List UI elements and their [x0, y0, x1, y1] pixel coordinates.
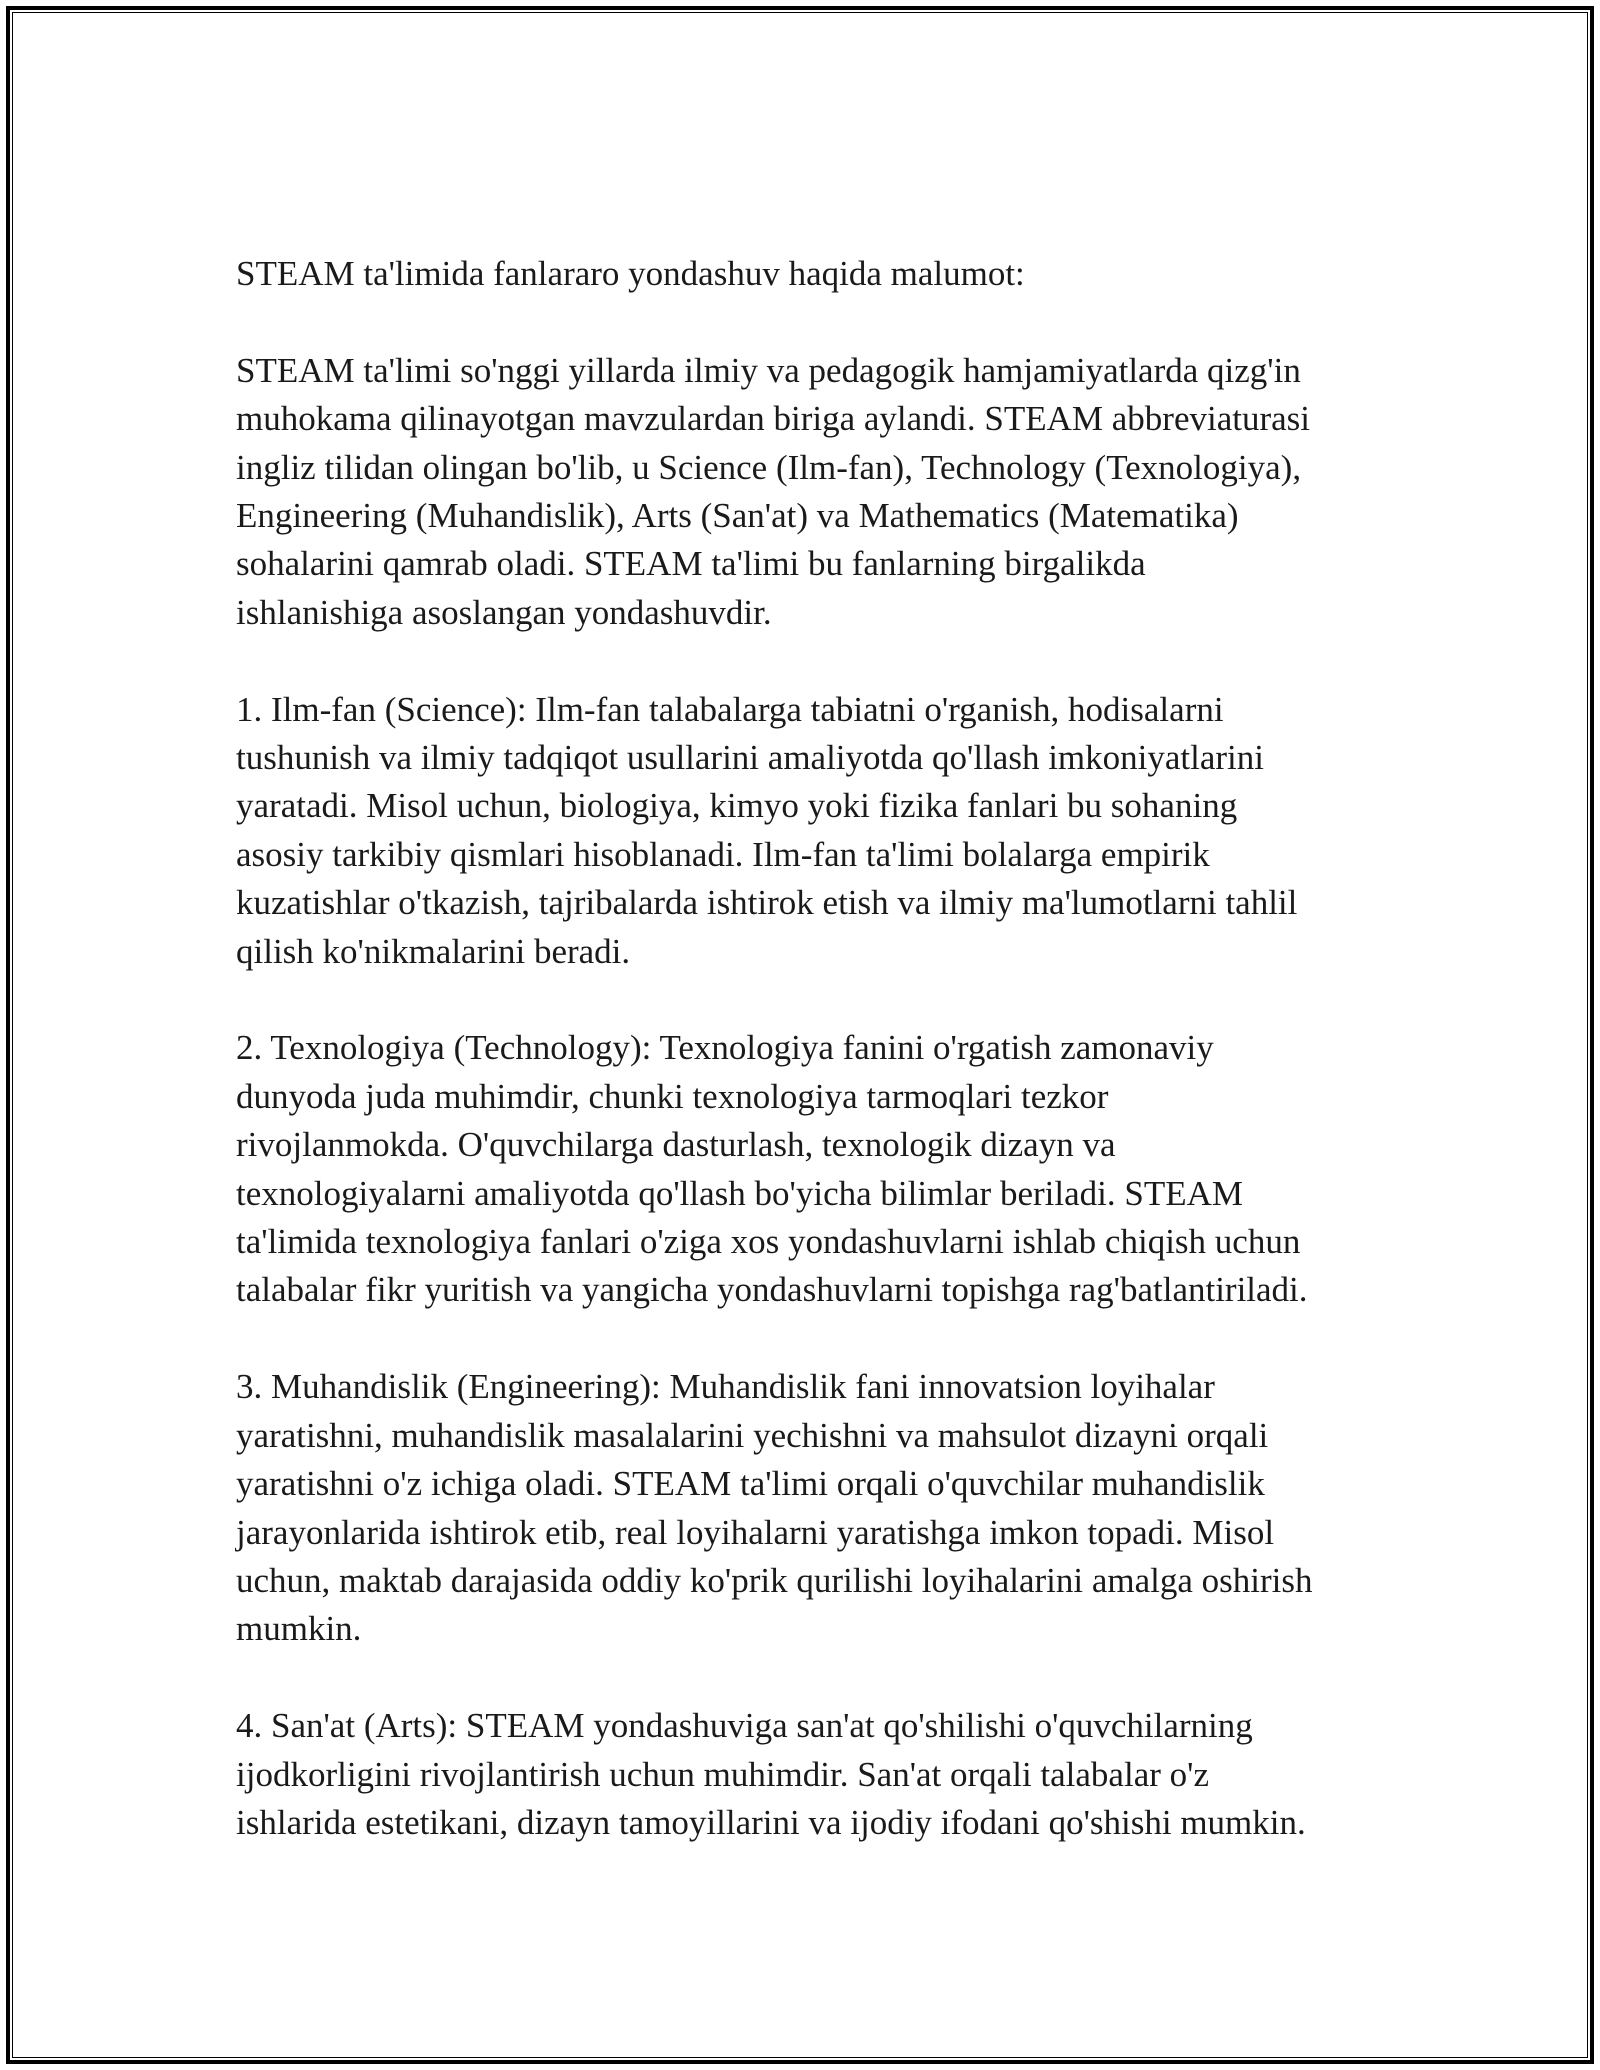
text-line: 4. San'at (Arts): STEAM yondashuviga san'at qo'shilishi o'quvchilarning	[236, 1706, 1253, 1746]
section-engineering	[236, 1363, 1376, 1653]
text-line: ishlarida estetikani, dizayn tamoyillarini va ijodiy ifodani qo'shishi mumkin.	[236, 1802, 1306, 1842]
title-line: STEAM ta'limida fanlararo yondashuv haqida malumot:	[236, 254, 1025, 293]
section-arts	[236, 1702, 1376, 1847]
text-line: Engineering (Muhandislik), Arts (San'at) va Mathematics (Matematika)	[236, 496, 1239, 536]
text-line: rivojlanmokda. O'quvchilarga dasturlash, texnologik dizayn va	[236, 1125, 1116, 1165]
document-title	[236, 250, 1376, 298]
text-line: ijodkorligini rivojlantirish uchun muhimdir. San'at orqali talabalar o'z	[236, 1754, 1209, 1794]
text-line: qilish ko'nikmalarini beradi.	[236, 931, 631, 971]
text-line: asosiy tarkibiy qismlari hisoblanadi. Ilm-fan ta'limi bolalarga empirik	[236, 834, 1210, 874]
text-line: kuzatishlar o'tkazish, tajribalarda ishtirok etish va ilmiy ma'lumotlarni tahlil	[236, 883, 1298, 923]
section-science	[236, 686, 1376, 976]
text-line: ishlanishiga asoslangan yondashuvdir.	[236, 592, 772, 632]
text-line: tushunish va ilmiy tadqiqot usullarini amaliyotda qo'llash imkoniyatlarini	[236, 738, 1264, 778]
text-line: ingliz tilidan olingan bo'lib, u Science (Ilm-fan), Technology (Texnologiya),	[236, 447, 1302, 487]
text-line: mumkin.	[236, 1609, 362, 1649]
document-body	[236, 250, 1376, 1847]
text-line: yaratadi. Misol uchun, biologiya, kimyo yoki fizika fanlari bu sohaning	[236, 786, 1238, 826]
text-line: dunyoda juda muhimdir, chunki texnologiya tarmoqlari tezkor	[236, 1076, 1109, 1116]
text-line: talabalar fikr yuritish va yangicha yondashuvlarni topishga rag'batlantiriladi.	[236, 1270, 1308, 1310]
text-line: jarayonlarida ishtirok etib, real loyihalarni yaratishga imkon topadi. Misol	[236, 1512, 1275, 1552]
text-line: muhokama qilinayotgan mavzulardan biriga aylandi. STEAM abbreviaturasi	[236, 399, 1310, 439]
text-line: ta'limida texnologiya fanlari o'ziga xos yondashuvlarni ishlab chiqish uchun	[236, 1222, 1301, 1262]
text-line: 1. Ilm-fan (Science): Ilm-fan talabalarga tabiatni o'rganish, hodisalarni	[236, 689, 1224, 729]
text-line: STEAM ta'limi so'nggi yillarda ilmiy va pedagogik hamjamiyatlarda qizg'in	[236, 350, 1301, 390]
text-line: uchun, maktab darajasida oddiy ko'prik qurilishi loyihalarini amalga oshirish	[236, 1560, 1313, 1600]
section-technology	[236, 1024, 1376, 1314]
text-line: yaratishni o'z ichiga oladi. STEAM ta'limi orqali o'quvchilar muhandislik	[236, 1464, 1265, 1504]
text-line: 2. Texnologiya (Technology): Texnologiya fanini o'rgatish zamonaviy	[236, 1028, 1214, 1068]
text-line: 3. Muhandislik (Engineering): Muhandislik fani innovatsion loyihalar	[236, 1367, 1215, 1407]
intro-paragraph	[236, 347, 1376, 637]
text-line: yaratishni, muhandislik masalalarini yechishni va mahsulot dizayni orqali	[236, 1415, 1269, 1455]
text-line: texnologiyalarni amaliyotda qo'llash bo'yicha bilimlar beriladi. STEAM	[236, 1173, 1243, 1213]
text-line: sohalarini qamrab oladi. STEAM ta'limi bu fanlarning birgalikda	[236, 544, 1146, 584]
